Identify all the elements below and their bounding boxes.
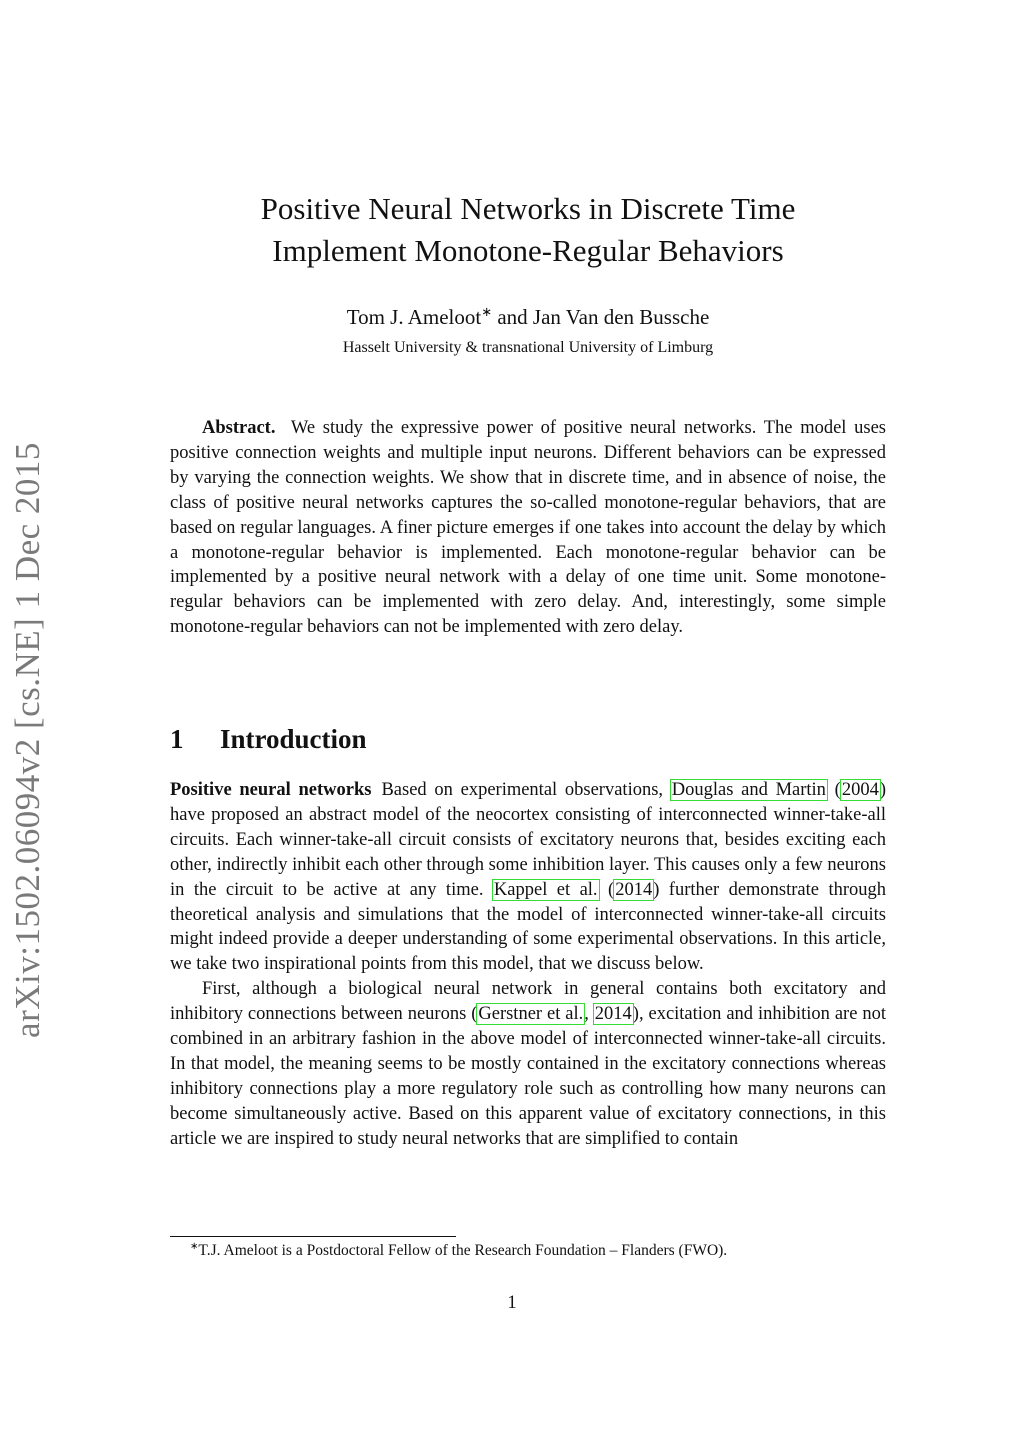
author-2: Jan Van den Bussche [532, 305, 710, 329]
text-run: , [584, 1004, 594, 1025]
introduction-body [170, 778, 886, 1152]
abstract-text: We study the expressive power of positive neural networks. The model uses positive connection weights and multiple input neurons. Different behaviors can be expressed by varying the connection weights. We show that in discrete time, and in absence of noise, the class of positive neural networks captures the so-called monotone-regular behaviors, that are based on regular languages. A finer picture emerges if one takes into account the delay by which a monotone-regular behavior is implemented. Each monotone-regular behavior can be implemented by a positive neural network with a delay of one time unit. Some monotone-regular behaviors can be implemented with zero delay. And, interestingly, some simple monotone-regular behaviors can not be implemented with zero delay. [170, 418, 886, 638]
footnote [190, 1241, 890, 1260]
paragraph-2 [170, 977, 886, 1151]
arxiv-stamp: arXiv:1502.06094v2 [cs.NE] 1 Dec 2015 [8, 442, 47, 1038]
footnote-text: T.J. Ameloot is a Postdoctoral Fellow of the Research Foundation – Flanders (FWO). [198, 1242, 728, 1260]
footnote-divider [170, 1236, 456, 1237]
citation-douglas-martin[interactable]: Douglas and Martin [671, 780, 826, 800]
affiliation: Hasselt University & transnational University of Limburg [342, 339, 714, 356]
author-1: Tom J. Ameloot [346, 305, 482, 329]
title-line-2: Implement Monotone-Regular Behaviors [272, 233, 784, 268]
paragraph-heading: Positive neural networks [170, 780, 372, 800]
text-run: Based on experimental observations, [381, 780, 671, 800]
author-conjunction: and [492, 305, 533, 329]
citation-gerstner[interactable]: Gerstner et al. [478, 1004, 584, 1025]
section-title: Introduction [220, 724, 367, 754]
citation-year-2014[interactable]: 2014 [615, 879, 653, 900]
citation-year-2004[interactable]: 2004 [841, 780, 879, 800]
page-number: 1 [507, 1293, 517, 1313]
text-run: First, although a biological neural network in general contains both excitatory and inhibitory connections between neurons ( [170, 979, 886, 1025]
paragraph-1 [170, 778, 886, 977]
author-list [170, 304, 886, 330]
section-number: 1 [170, 724, 184, 754]
footnote-mark: ∗ [190, 1241, 199, 1252]
title-line-1: Positive Neural Networks in Discrete Time [260, 191, 796, 226]
author-1-footnote-mark[interactable]: ∗ [481, 304, 493, 319]
paper-title [170, 188, 886, 272]
abstract [170, 416, 886, 640]
text-run: ( [598, 879, 615, 900]
section-heading-introduction [170, 724, 367, 755]
abstract-label: Abstract. [202, 418, 276, 438]
citation-year-2014-gerstner[interactable]: 2014 [594, 1004, 632, 1025]
text-run: ), excitation and inhibition are not combined in an arbitrary fashion in the above model of interconnected winner-take-all circuits. In that model, the meaning seems to be mostly contained in the excitatory connections whereas inhibitory connections play a more regulatory role such as controlling how many neurons can become simultaneously active. Based on this apparent value of excitatory connections, in this article we are inspired to study neural networks that are simplified to contain [170, 1004, 886, 1149]
text-run: ( [826, 780, 841, 800]
citation-kappel[interactable]: Kappel et al. [493, 879, 598, 900]
text-run: ) further demonstrate through theoretical analysis and simulations that the model of interconnected winner-take-all circuits might indeed provide a deeper understanding of some experimental observations. In this article, we take two inspirational points from this model, that we discuss below. [170, 879, 887, 975]
text-run: ) have proposed an abstract model of the neocortex consisting of interconnected winner-take-all circuits. Each winner-take-all circuit consists of excitatory neurons that, besides exciting each other, indirectly inhibit each other through some inhibition layer. This causes only a few neurons in the circuit to be active at any time. [170, 780, 886, 900]
